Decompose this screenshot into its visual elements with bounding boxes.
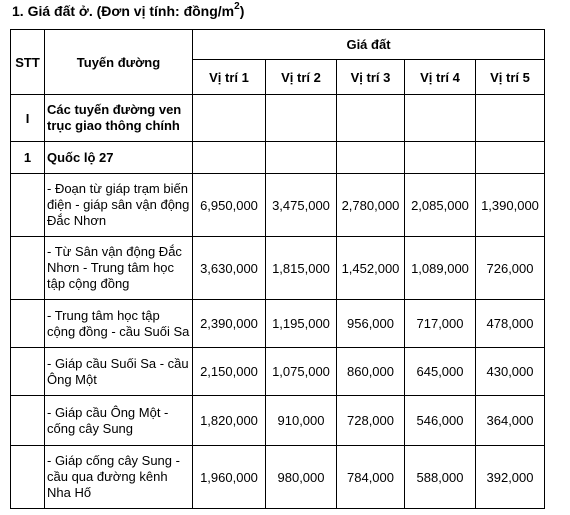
row-value-4 [405,95,476,142]
row-value-4: 717,000 [405,300,476,348]
row-value-2: 1,195,000 [266,300,337,348]
row-value-3 [337,95,405,142]
row-value-5 [476,142,545,174]
header-position-3: Vị trí 3 [337,60,405,95]
row-value-2 [266,142,337,174]
header-position-4: Vị trí 4 [405,60,476,95]
row-value-5: 364,000 [476,396,545,446]
row-value-1: 3,630,000 [193,237,266,300]
row-route: Các tuyến đường ven trục giao thông chính [45,95,193,142]
row-value-2: 3,475,000 [266,174,337,237]
row-value-3: 2,780,000 [337,174,405,237]
row-value-5: 392,000 [476,446,545,509]
row-route: - Từ Sân vận động Đắc Nhơn - Trung tâm học tập cộng đồng [45,237,193,300]
row-value-2: 910,000 [266,396,337,446]
row-route: - Giáp cầu Suối Sa - cầu Ông Một [45,348,193,396]
table-row [11,396,545,446]
land-price-table [10,29,545,509]
table-row [11,446,545,509]
header-stt: STT [11,30,45,95]
row-value-1 [193,142,266,174]
row-stt [11,300,45,348]
table-row [11,300,545,348]
row-value-4: 645,000 [405,348,476,396]
row-value-1 [193,95,266,142]
section-heading [12,3,244,19]
row-value-1: 1,820,000 [193,396,266,446]
row-stt [11,237,45,300]
row-stt [11,396,45,446]
row-value-4: 546,000 [405,396,476,446]
row-route: Quốc lộ 27 [45,142,193,174]
row-value-5: 726,000 [476,237,545,300]
row-route: - Đoạn từ giáp trạm biến điện - giáp sân vận động Đắc Nhơn [45,174,193,237]
row-value-1: 1,960,000 [193,446,266,509]
header-position-1: Vị trí 1 [193,60,266,95]
header-position-2: Vị trí 2 [266,60,337,95]
row-value-2 [266,95,337,142]
row-value-3: 956,000 [337,300,405,348]
row-route: - Trung tâm học tập cộng đồng - cầu Suối Sa [45,300,193,348]
table-row [11,237,545,300]
row-route: - Giáp cống cây Sung - cầu qua đường kênh Nha Hố [45,446,193,509]
row-value-5: 430,000 [476,348,545,396]
row-value-1: 2,150,000 [193,348,266,396]
row-value-2: 980,000 [266,446,337,509]
row-value-2: 1,815,000 [266,237,337,300]
table-row [11,174,545,237]
row-value-1: 6,950,000 [193,174,266,237]
row-stt: I [11,95,45,142]
row-value-3: 728,000 [337,396,405,446]
row-value-4: 2,085,000 [405,174,476,237]
row-stt [11,174,45,237]
row-value-5 [476,95,545,142]
row-value-2: 1,075,000 [266,348,337,396]
row-value-3: 860,000 [337,348,405,396]
row-value-5: 1,390,000 [476,174,545,237]
row-stt: 1 [11,142,45,174]
row-value-3: 784,000 [337,446,405,509]
row-value-1: 2,390,000 [193,300,266,348]
header-price-group: Giá đất [193,30,545,60]
header-position-5: Vị trí 5 [476,60,545,95]
table-row [11,348,545,396]
row-stt [11,446,45,509]
row-value-5: 478,000 [476,300,545,348]
row-route: - Giáp cầu Ông Một - cống cây Sung [45,396,193,446]
table-row [11,142,545,174]
row-stt [11,348,45,396]
section-heading-text: 1. Giá đất ở. (Đơn vị tính: đồng/m [12,3,235,19]
row-value-4 [405,142,476,174]
header-route: Tuyến đường [45,30,193,95]
row-value-4: 588,000 [405,446,476,509]
section-heading-closing: ) [239,3,245,19]
table-row [11,95,545,142]
unit-superscript: 2 [234,1,240,13]
row-value-4: 1,089,000 [405,237,476,300]
row-value-3 [337,142,405,174]
row-value-3: 1,452,000 [337,237,405,300]
